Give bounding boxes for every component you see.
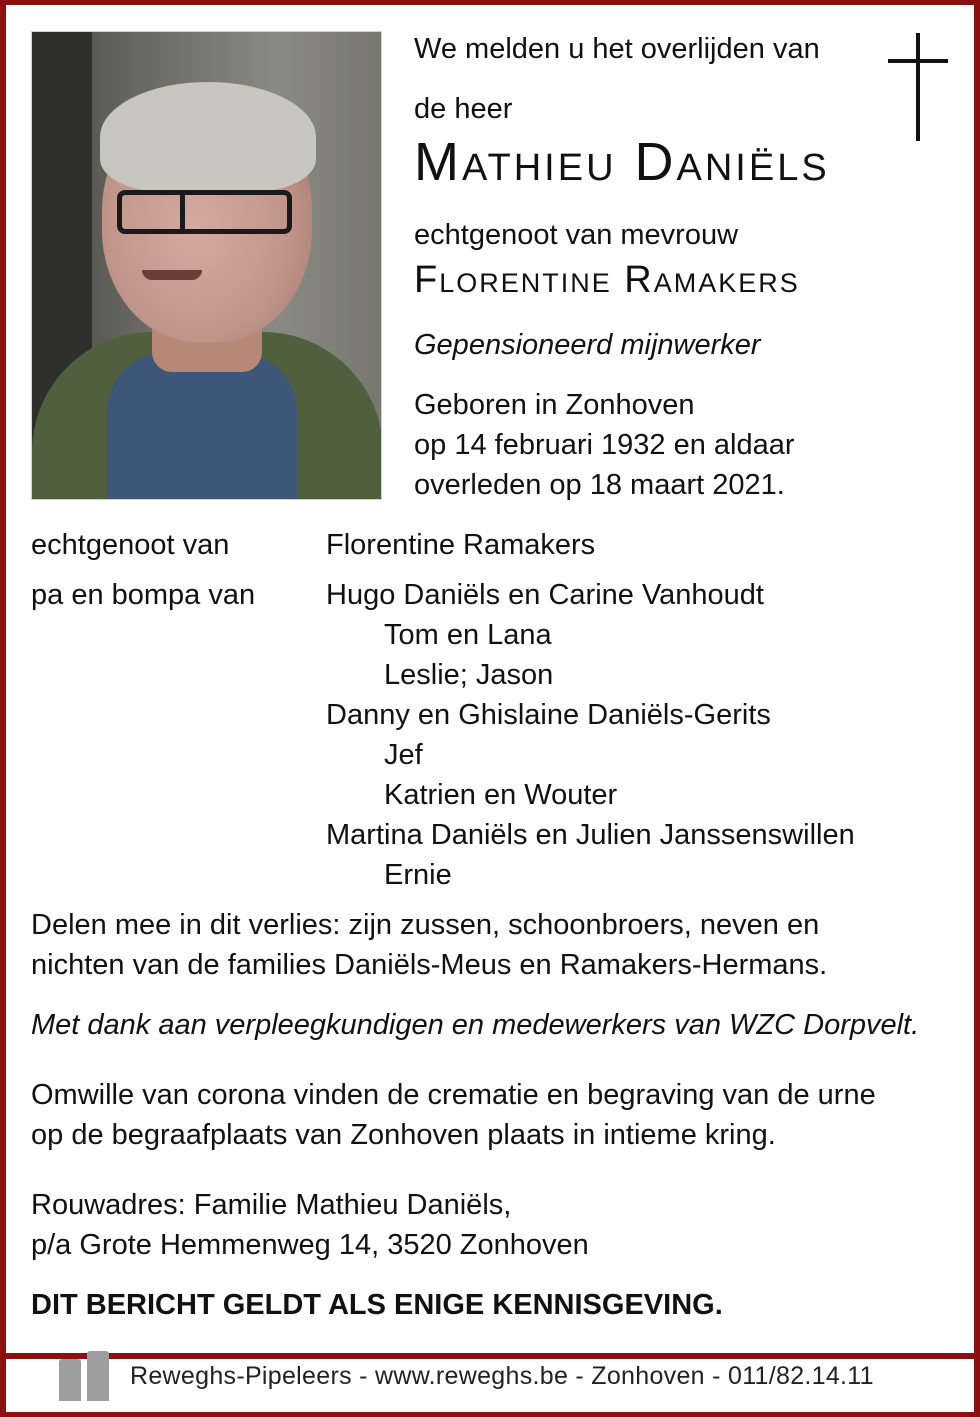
family-member: Ernie <box>384 859 452 891</box>
family-value: Hugo Daniëls en Carine Vanhoudt <box>326 579 764 611</box>
footer-divider <box>6 1353 974 1359</box>
address-line-2: p/a Grote Hemmenweg 14, 3520 Zonhoven <box>31 1229 589 1261</box>
notice-text: DIT BERICHT GELDT ALS ENIGE KENNISGEVING. <box>31 1289 723 1321</box>
family-member: Leslie; Jason <box>384 659 554 691</box>
family-member: Tom en Lana <box>384 619 552 651</box>
family-value: Florentine Ramakers <box>326 529 596 561</box>
family-member: Jef <box>384 739 423 771</box>
title-prefix: de heer <box>414 93 513 125</box>
family-member: Martina Daniëls en Julien Janssenswillen <box>326 819 855 851</box>
spouse-name: Florentine Ramakers <box>414 259 800 301</box>
spouse-intro: echtgenoot van mevrouw <box>414 219 739 251</box>
family-member: Katrien en Wouter <box>384 779 618 811</box>
cross-icon <box>888 33 952 141</box>
portrait-photo <box>31 31 382 500</box>
corona-line-2: op de begraafplaats van Zonhoven plaats in intieme kring. <box>31 1119 776 1151</box>
share-line-1: Delen mee in dit verlies: zijn zussen, schoonbroers, neven en <box>31 909 820 941</box>
family-member: Danny en Ghislaine Daniëls-Gerits <box>326 699 771 731</box>
thanks-text: Met dank aan verpleegkundigen en medewerkers van WZC Dorpvelt. <box>31 1009 920 1041</box>
address-line-1: Rouwadres: Familie Mathieu Daniëls, <box>31 1189 512 1221</box>
birth-line-3: overleden op 18 maart 2021. <box>414 469 785 501</box>
birth-line-1: Geboren in Zonhoven <box>414 389 695 421</box>
footer-text: Reweghs-Pipeleers - www.reweghs.be - Zonhoven - 011/82.14.11 <box>130 1362 874 1390</box>
family-label: echtgenoot van <box>31 529 230 561</box>
funeral-home-logo-icon <box>59 1351 115 1401</box>
deceased-name: Mathieu Daniëls <box>414 132 830 192</box>
birth-line-2: op 14 februari 1932 en aldaar <box>414 429 795 461</box>
profession: Gepensioneerd mijnwerker <box>414 329 761 361</box>
family-label: pa en bompa van <box>31 579 256 611</box>
announce-text: We melden u het overlijden van <box>414 33 820 65</box>
corona-line-1: Omwille van corona vinden de crematie en begraving van de urne <box>31 1079 876 1111</box>
share-line-2: nichten van de families Daniëls-Meus en Ramakers-Hermans. <box>31 949 828 981</box>
